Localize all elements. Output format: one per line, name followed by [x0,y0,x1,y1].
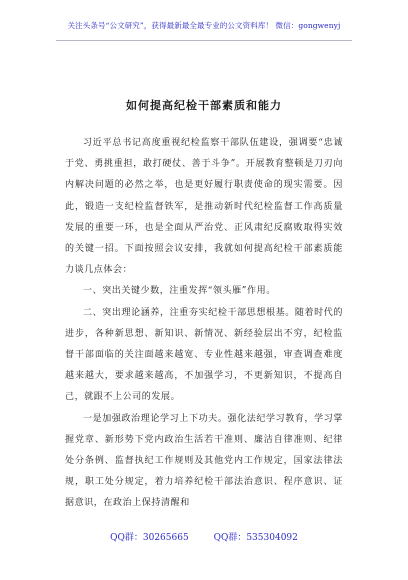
document-body [65,133,343,515]
header-banner: 关注头条号“公文研究”，获得最新最全最专业的公文资料库！ 微信：gongwenyj [67,21,341,30]
footer-qq-group-1: QQ群：30265665 [110,533,189,543]
header-divider [56,40,352,41]
paragraph: 习近平总书记高度重视纪检监察干部队伍建设，强调要“忠诚于党、勇挑重担，敢打硬仗、善于斗争”。开展教育整顿是刀刃向内解决问题的必然之举，也是更好履行职责使命的现实需要。因此，锻造一支纪检监督铁军，是推动新时代纪检监督工作高质量发展的重要一环，也是全面从严治党、正风肃纪反腐败取得实效的关键一招。下面按照会议安排，我就如何提高纪检干部素质能力谈几点体会： [65,138,343,276]
paragraph: 二、突出理论涵养，注重夯实纪检干部思想根基。随着时代的进步，各种新思想、新知识、新情况、新经验层出不穷，纪检监督干部面临的关注面越来越宽、专业性越来越强，审查调查难度越来越大，要求越来越高，不加强学习，不更新知识，不提高自己，就跟不上公司的发展。 [65,307,343,403]
footer-qq-group-2: QQ群：535304092 [213,533,298,543]
footer-qq-groups [0,530,408,543]
document-title: 如何提高纪检干部素质和能力 [126,99,282,112]
paragraph: 一是加强政治理论学习上下功夫。强化法纪学习教育，学习掌握党章、新形势下党内政治生活若干准则、廉洁自律准则、纪律处分条例、监督执纪工作规则及其他党内工作规定，国家法律法规，职工处分规定，着力培养纪检干部法治意识、程序意识、证据意识，在政治上保持清醒和 [65,413,343,509]
paragraph: 一、突出关键少数，注重发挥“领头雁”作用。 [83,286,276,297]
